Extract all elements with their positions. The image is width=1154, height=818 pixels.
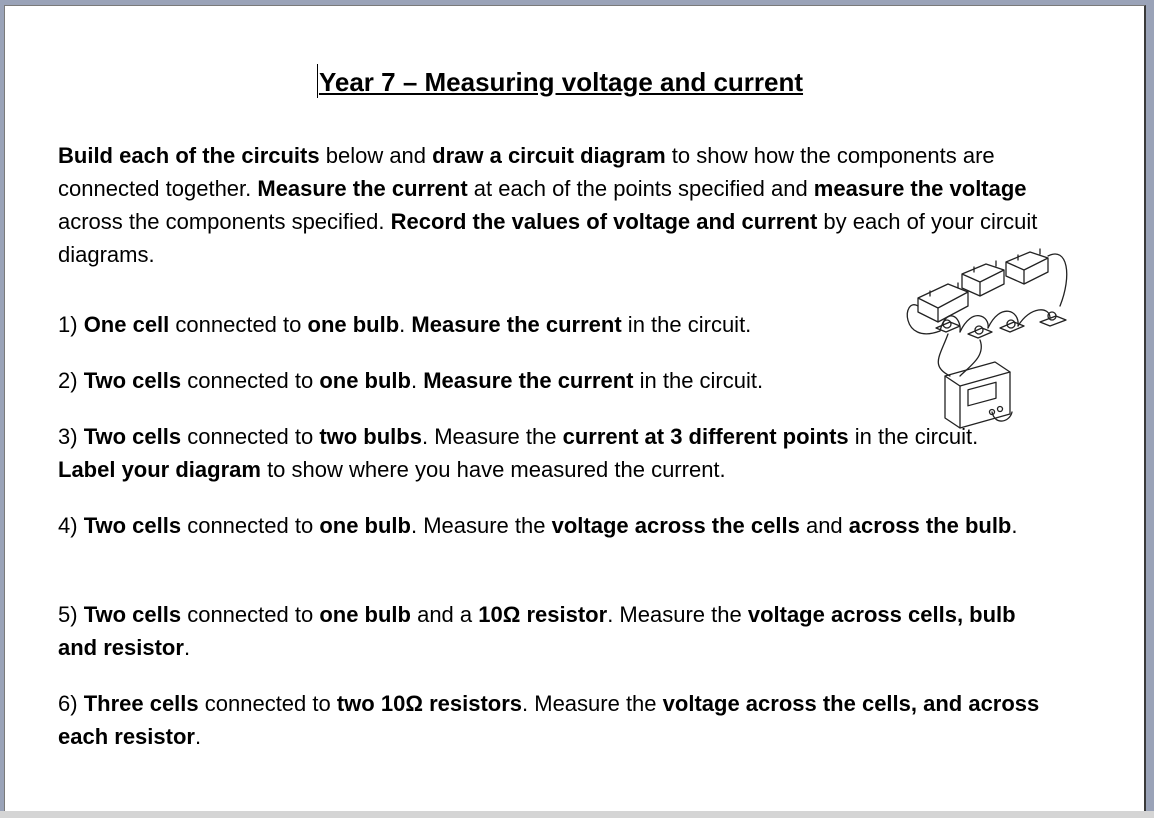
bold-text: measure the voltage [813,176,1027,201]
text-run: 1) [58,312,84,337]
text-run: 2) [58,368,84,393]
text-run: 4) [58,513,84,538]
text-cursor [317,64,318,98]
text-run: . [410,368,424,393]
task-item-6 [58,687,1058,753]
bold-text: voltage across the cells, and across each resistor [58,691,1040,749]
bold-text: Record the values of voltage and current [390,209,818,234]
text-run: . Measure the [421,424,563,449]
text-run: in the circuit. [633,368,764,393]
text-run: . [183,635,191,660]
text-run: . [1011,513,1018,538]
bold-text: Measure the current [411,312,622,337]
bold-text: voltage across cells, bulb and resistor [58,602,1016,660]
page-title-text: Year 7 – Measuring voltage and current [318,67,804,97]
text-run: and a [410,602,479,627]
text-run: in the circuit. [848,424,979,449]
circuit-sketch-icon [900,236,1075,436]
bold-text: Three cells [83,691,199,716]
text-run: connected to [181,368,320,393]
bold-text: Two cells [83,424,182,449]
page-title [5,64,1115,98]
text-run: across the components specified. [58,209,391,234]
bold-text: two 10Ω resistors [336,691,523,716]
bold-text: one bulb [319,513,411,538]
task-item-1 [58,308,898,341]
text-run: connected to [169,312,308,337]
text-run: connected to [181,602,320,627]
bold-text: one bulb [307,312,400,337]
task-item-4 [58,509,1058,542]
bold-text: across the bulb [848,513,1012,538]
window-bottom-edge [0,811,1154,818]
text-run: and [799,513,849,538]
bold-text: Two cells [83,368,182,393]
bold-text: Label your diagram [58,457,261,482]
task-item-3 [58,420,1018,486]
text-run: 6) [58,691,84,716]
bold-text: voltage across the cells [551,513,800,538]
text-run: to show where you have measured the current. [260,457,726,482]
bold-text: Two cells [83,602,182,627]
bold-text: one bulb [319,602,411,627]
text-run: . Measure the [410,513,552,538]
bold-text: Measure the current [423,368,634,393]
bold-text: current at 3 different points [562,424,849,449]
text-run: connected to [181,513,320,538]
text-run: below and [319,143,433,168]
text-run: . [399,312,412,337]
bold-text: One cell [83,312,170,337]
text-run: to show how the components are connected together. [58,143,995,201]
text-run: 3) [58,424,84,449]
bold-text: draw a circuit diagram [432,143,666,168]
text-run: by each of your circuit diagrams. [58,209,1038,267]
bold-text: Two cells [83,513,182,538]
text-run: in the circuit. [621,312,752,337]
text-run: 5) [58,602,84,627]
task-item-2 [58,364,898,397]
text-run: at each of the points specified and [467,176,814,201]
text-run: . Measure the [522,691,663,716]
text-run: connected to [198,691,337,716]
document-page [4,5,1146,811]
task-item-5 [58,598,1058,664]
text-run: connected to [181,424,320,449]
text-run: . [194,724,202,749]
bold-text: 10Ω resistor [478,602,608,627]
bold-text: Measure the current [257,176,468,201]
text-run: . Measure the [607,602,748,627]
bold-text: Build each of the circuits [58,143,320,168]
bold-text: two bulbs [319,424,422,449]
bold-text: one bulb [319,368,411,393]
